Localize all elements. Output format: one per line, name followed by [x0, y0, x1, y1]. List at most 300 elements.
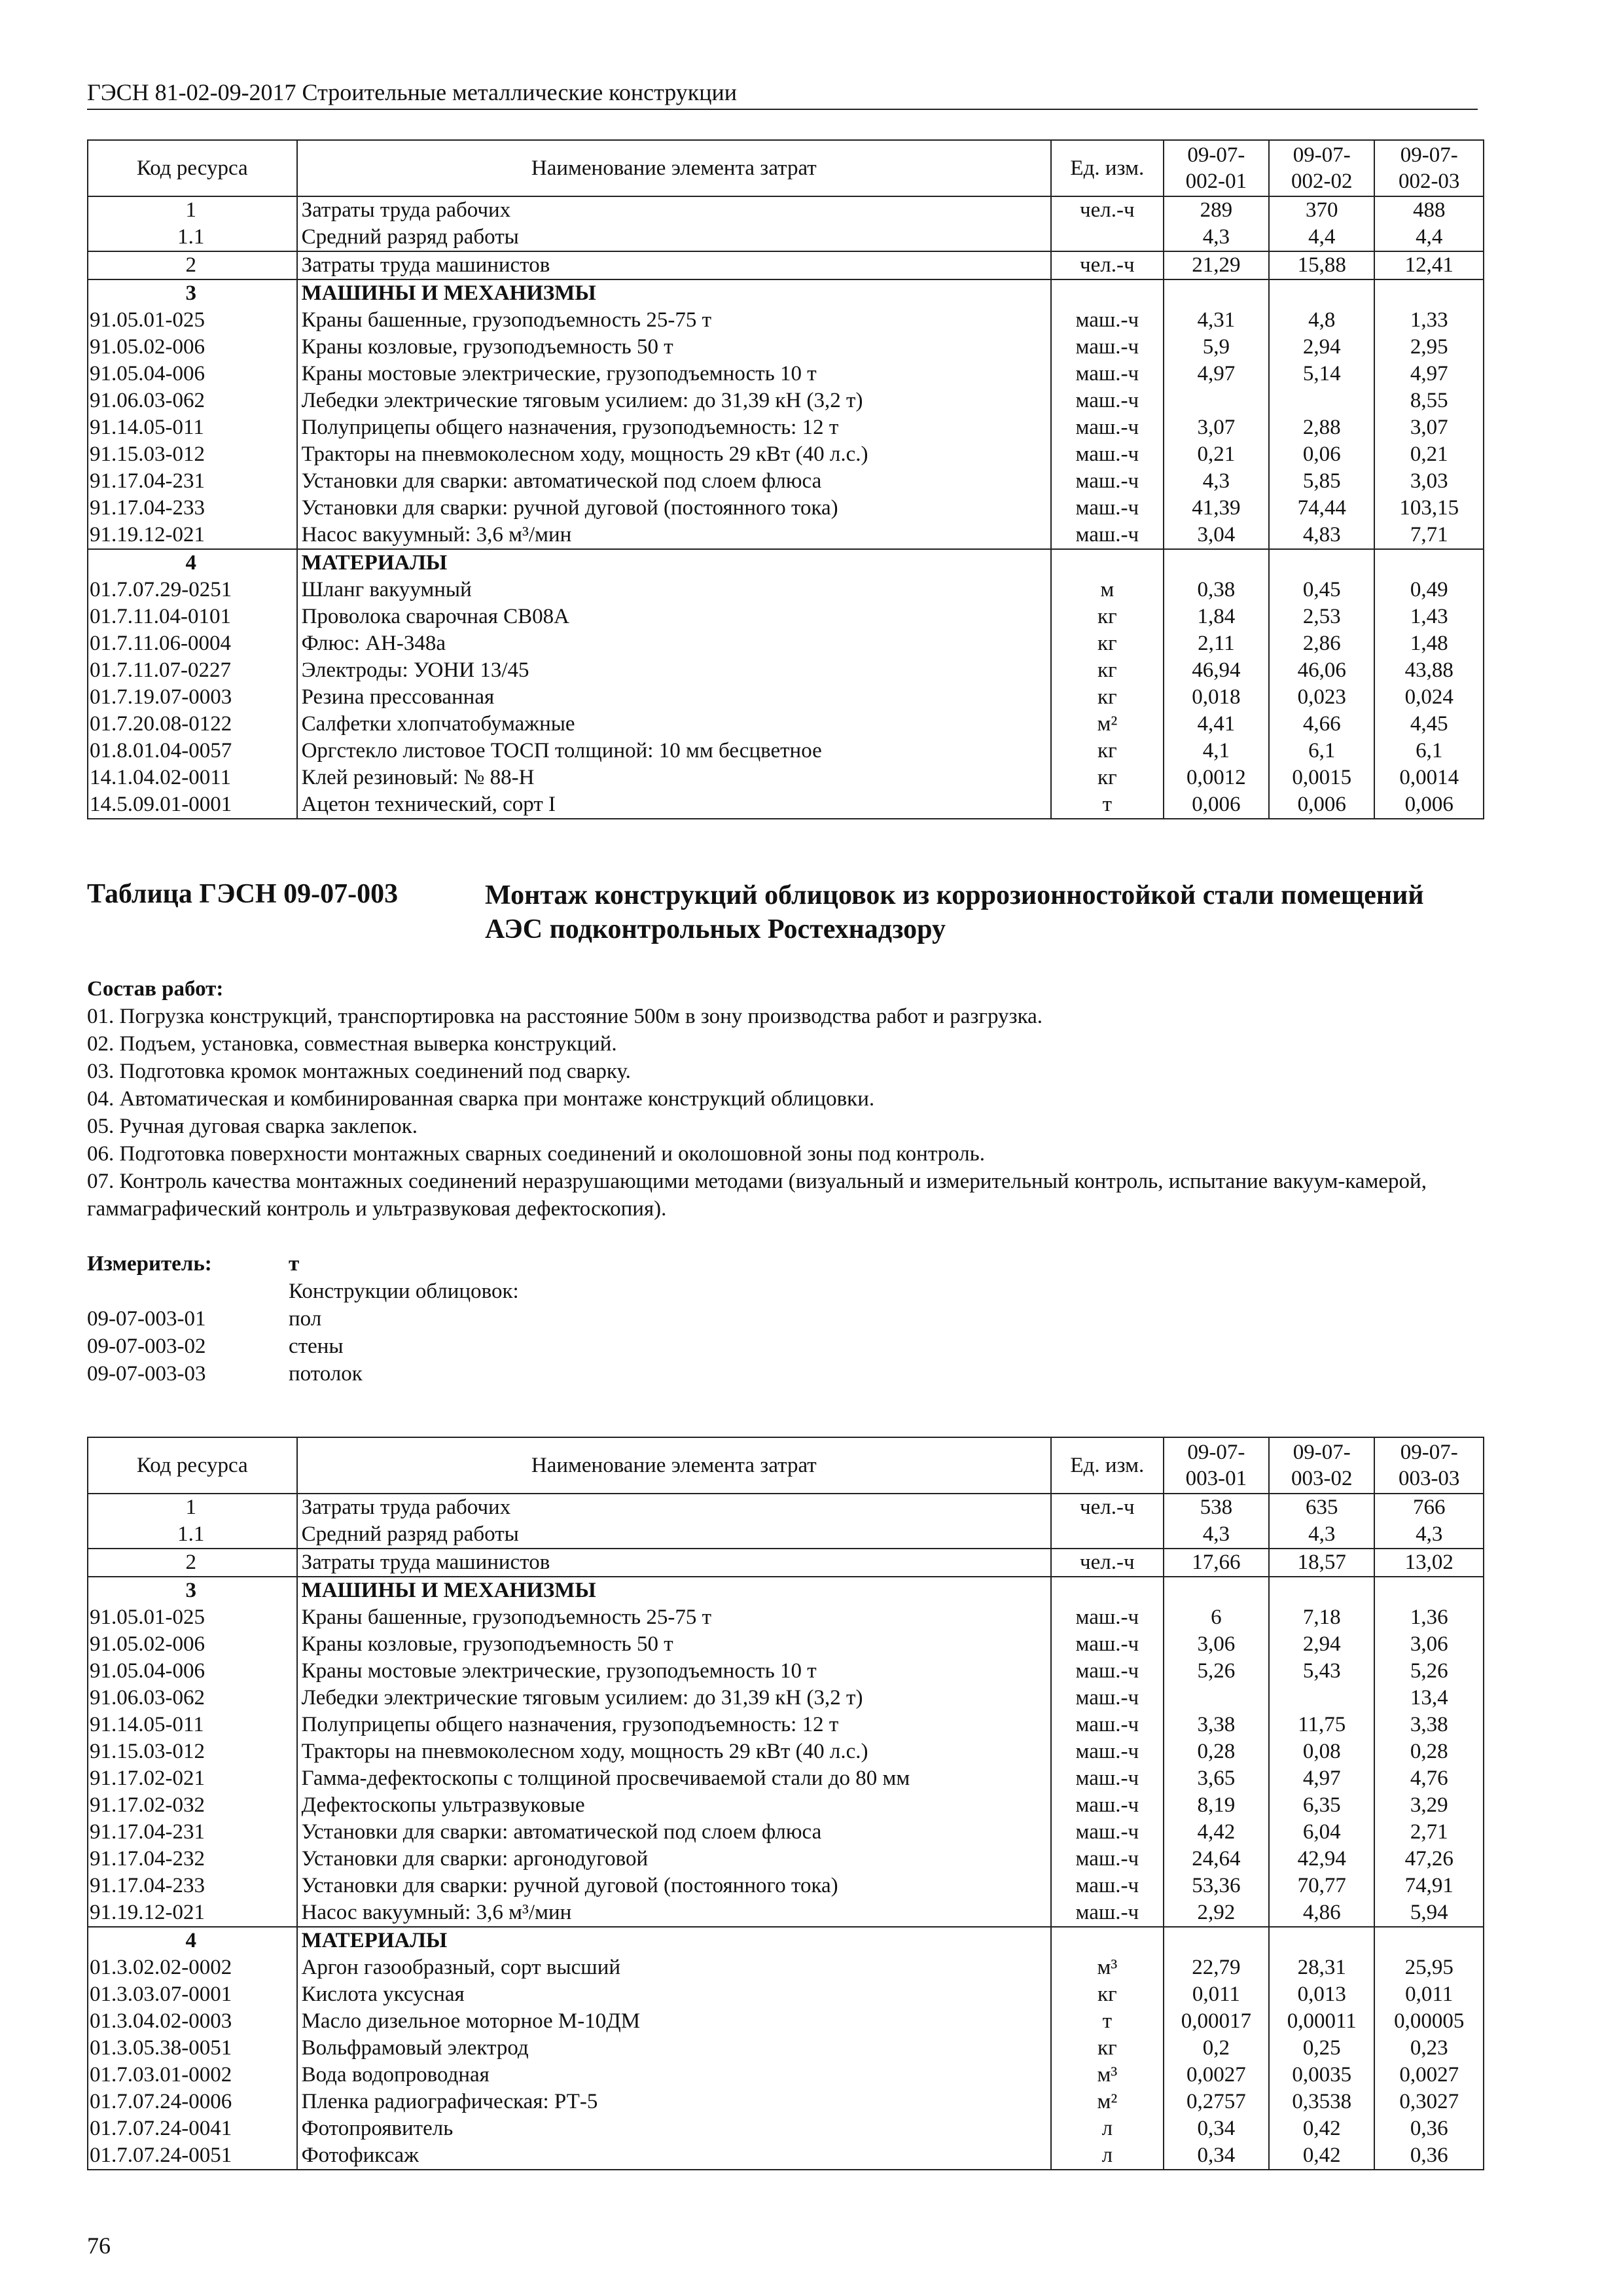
- cell-name: Полуприцепы общего назначения, грузоподъемность: 12 т: [297, 414, 1051, 441]
- cell-name: МАТЕРИАЛЫ: [297, 549, 1051, 577]
- table-row: [88, 549, 1484, 577]
- cell-value: 4,8: [1269, 307, 1374, 334]
- cell-value: 4,97: [1269, 1765, 1374, 1792]
- works-item: 04. Автоматическая и комбинированная сварка при монтаже конструкций облицовки.: [87, 1087, 875, 1111]
- table-row: [88, 711, 1484, 738]
- cell-value: 0,00017: [1164, 2008, 1269, 2035]
- cell-value: 4,3: [1164, 1521, 1269, 1549]
- cell-value: 0,23: [1374, 2035, 1484, 2062]
- cell-name: Насос вакуумный: 3,6 м³/мин: [297, 1899, 1051, 1927]
- cell-name: Вольфрамовый электрод: [297, 2035, 1051, 2062]
- table-row: [88, 1981, 1484, 2008]
- measure-name: потолок: [289, 1362, 363, 1386]
- cell-unit: л: [1051, 2142, 1164, 2170]
- col-header-norm-1: 09-07- 003-01: [1164, 1437, 1269, 1494]
- cell-value: 47,26: [1374, 1846, 1484, 1873]
- cell-name: Установки для сварки: автоматической под слоем флюса: [297, 468, 1051, 495]
- table-row: [88, 764, 1484, 791]
- cell-value: 4,4: [1269, 224, 1374, 251]
- cell-value: 6,1: [1269, 738, 1374, 764]
- cell-code: 91.05.02-006: [88, 334, 297, 361]
- cell-unit: маш.-ч: [1051, 1604, 1164, 1631]
- cell-value: 53,36: [1164, 1873, 1269, 1899]
- cell-value: 7,71: [1374, 522, 1484, 549]
- table-row: [88, 251, 1484, 279]
- table-row: [88, 441, 1484, 468]
- cell-unit: [1051, 1521, 1164, 1549]
- cell-value: 4,41: [1164, 711, 1269, 738]
- cell-value: 4,97: [1164, 361, 1269, 387]
- cell-value: [1269, 1577, 1374, 1604]
- resource-table-2: [87, 1437, 1484, 2170]
- cell-value: 0,28: [1164, 1738, 1269, 1765]
- cell-value: 41,39: [1164, 495, 1269, 522]
- cell-value: [1164, 549, 1269, 577]
- cell-code: 01.8.01.04-0057: [88, 738, 297, 764]
- cell-value: [1164, 1685, 1269, 1712]
- cell-code: 91.15.03-012: [88, 1738, 297, 1765]
- cell-unit: маш.-ч: [1051, 1792, 1164, 1819]
- cell-code: 14.1.04.02-0011: [88, 764, 297, 791]
- cell-value: 0,3027: [1374, 2089, 1484, 2115]
- cell-unit: кг: [1051, 764, 1164, 791]
- cell-value: 4,76: [1374, 1765, 1484, 1792]
- cell-value: 0,0027: [1164, 2062, 1269, 2089]
- cell-value: 488: [1374, 196, 1484, 224]
- cell-code: 01.7.20.08-0122: [88, 711, 297, 738]
- cell-unit: маш.-ч: [1051, 361, 1164, 387]
- cell-name: Краны мостовые электрические, грузоподъемность 10 т: [297, 361, 1051, 387]
- cell-unit: кг: [1051, 657, 1164, 684]
- cell-name: Салфетки хлопчатобумажные: [297, 711, 1051, 738]
- cell-name: МАШИНЫ И МЕХАНИЗМЫ: [297, 279, 1051, 307]
- cell-unit: маш.-ч: [1051, 1873, 1164, 1899]
- cell-name: Установки для сварки: аргонодуговой: [297, 1846, 1051, 1873]
- cell-value: 42,94: [1269, 1846, 1374, 1873]
- cell-value: 74,91: [1374, 1873, 1484, 1899]
- table-row: [88, 2008, 1484, 2035]
- table-row: [88, 1819, 1484, 1846]
- cell-code: 91.05.04-006: [88, 361, 297, 387]
- cell-value: 0,0014: [1374, 764, 1484, 791]
- cell-value: 0,21: [1164, 441, 1269, 468]
- measure-label: Измеритель:: [87, 1252, 212, 1276]
- cell-value: 2,11: [1164, 630, 1269, 657]
- cell-value: 7,18: [1269, 1604, 1374, 1631]
- cell-name: Фотофиксаж: [297, 2142, 1051, 2170]
- cell-unit: маш.-ч: [1051, 522, 1164, 549]
- table-row: [88, 1873, 1484, 1899]
- cell-code: 01.7.07.24-0051: [88, 2142, 297, 2170]
- cell-value: [1269, 1685, 1374, 1712]
- cell-value: 370: [1269, 196, 1374, 224]
- cell-name: Дефектоскопы ультразвуковые: [297, 1792, 1051, 1819]
- cell-value: 22,79: [1164, 1954, 1269, 1981]
- table-row: [88, 603, 1484, 630]
- cell-code: 01.7.07.29-0251: [88, 577, 297, 603]
- cell-value: 4,3: [1269, 1521, 1374, 1549]
- cell-unit: чел.-ч: [1051, 1549, 1164, 1577]
- cell-name: Электроды: УОНИ 13/45: [297, 657, 1051, 684]
- cell-unit: маш.-ч: [1051, 495, 1164, 522]
- table-row: [88, 1792, 1484, 1819]
- cell-unit: м³: [1051, 2062, 1164, 2089]
- cell-value: 1,48: [1374, 630, 1484, 657]
- cell-value: 0,36: [1374, 2115, 1484, 2142]
- cell-value: 0,49: [1374, 577, 1484, 603]
- cell-value: 0,018: [1164, 684, 1269, 711]
- cell-value: 5,9: [1164, 334, 1269, 361]
- cell-code: 1: [88, 1494, 297, 1521]
- cell-unit: чел.-ч: [1051, 1494, 1164, 1521]
- col-header-code: Код ресурса: [88, 140, 297, 196]
- cell-code: 91.14.05-011: [88, 414, 297, 441]
- cell-unit: м²: [1051, 711, 1164, 738]
- table-row: [88, 1765, 1484, 1792]
- table-row: [88, 2035, 1484, 2062]
- cell-value: 6,1: [1374, 738, 1484, 764]
- cell-unit: [1051, 1577, 1164, 1604]
- cell-unit: т: [1051, 2008, 1164, 2035]
- cell-value: 4,97: [1374, 361, 1484, 387]
- cell-value: 0,011: [1164, 1981, 1269, 2008]
- table-row: [88, 1899, 1484, 1927]
- cell-name: Резина прессованная: [297, 684, 1051, 711]
- table-row: [88, 684, 1484, 711]
- cell-unit: кг: [1051, 603, 1164, 630]
- cell-value: 0,36: [1374, 2142, 1484, 2170]
- cell-value: 3,04: [1164, 522, 1269, 549]
- cell-name: Краны козловые, грузоподъемность 50 т: [297, 1631, 1051, 1658]
- cell-value: 0,34: [1164, 2115, 1269, 2142]
- cell-value: 5,26: [1164, 1658, 1269, 1685]
- table-row: [88, 224, 1484, 251]
- cell-code: 91.17.02-021: [88, 1765, 297, 1792]
- table-header-row: [88, 1437, 1484, 1494]
- cell-code: 91.15.03-012: [88, 441, 297, 468]
- cell-code: 91.17.04-233: [88, 495, 297, 522]
- cell-value: 0,00011: [1269, 2008, 1374, 2035]
- works-item: 06. Подготовка поверхности монтажных сварных соединений и околошовной зоны под контроль.: [87, 1142, 985, 1166]
- cell-unit: маш.-ч: [1051, 1899, 1164, 1927]
- col-header-norm-2: 09-07- 003-02: [1269, 1437, 1374, 1494]
- table-row: [88, 279, 1484, 307]
- cell-value: 3,06: [1164, 1631, 1269, 1658]
- works-item: 05. Ручная дуговая сварка заклепок.: [87, 1115, 418, 1138]
- cell-value: 5,14: [1269, 361, 1374, 387]
- cell-value: 8,55: [1374, 387, 1484, 414]
- cell-name: Ацетон технический, сорт I: [297, 791, 1051, 819]
- works-item: 01. Погрузка конструкций, транспортировка на расстояние 500м в зону производства работ и разгрузка.: [87, 1005, 1043, 1028]
- cell-value: 0,00005: [1374, 2008, 1484, 2035]
- cell-code: 2: [88, 1549, 297, 1577]
- cell-value: 3,38: [1374, 1712, 1484, 1738]
- cell-name: Краны башенные, грузоподъемность 25-75 т: [297, 1604, 1051, 1631]
- col-header-norm-2: 09-07- 002-02: [1269, 140, 1374, 196]
- cell-value: 0,0035: [1269, 2062, 1374, 2089]
- cell-name: МАТЕРИАЛЫ: [297, 1927, 1051, 1954]
- page-number: 76: [87, 2233, 111, 2259]
- cell-code: 91.17.04-231: [88, 1819, 297, 1846]
- cell-code: 1.1: [88, 224, 297, 251]
- table-row: [88, 2062, 1484, 2089]
- cell-value: 0,024: [1374, 684, 1484, 711]
- table-row: [88, 1658, 1484, 1685]
- cell-value: [1164, 1927, 1269, 1954]
- measure-block: [87, 1250, 872, 1388]
- cell-code: 91.05.02-006: [88, 1631, 297, 1658]
- table-row: [88, 738, 1484, 764]
- cell-code: 1.1: [88, 1521, 297, 1549]
- cell-code: 3: [88, 1577, 297, 1604]
- cell-value: 4,45: [1374, 711, 1484, 738]
- cell-value: [1374, 549, 1484, 577]
- cell-value: 0,42: [1269, 2142, 1374, 2170]
- table-row: [88, 1712, 1484, 1738]
- cell-value: 46,06: [1269, 657, 1374, 684]
- resource-table-1: [87, 139, 1484, 819]
- cell-value: 4,31: [1164, 307, 1269, 334]
- cell-value: 4,4: [1374, 224, 1484, 251]
- table-row: [88, 2089, 1484, 2115]
- cell-value: 1,36: [1374, 1604, 1484, 1631]
- cell-code: 4: [88, 1927, 297, 1954]
- cell-value: 3,07: [1164, 414, 1269, 441]
- cell-unit: чел.-ч: [1051, 196, 1164, 224]
- cell-name: Установки для сварки: ручной дуговой (постоянного тока): [297, 495, 1051, 522]
- cell-value: 46,94: [1164, 657, 1269, 684]
- cell-value: 0,3538: [1269, 2089, 1374, 2115]
- cell-unit: маш.-ч: [1051, 1819, 1164, 1846]
- cell-name: Клей резиновый: № 88-Н: [297, 764, 1051, 791]
- cell-unit: [1051, 279, 1164, 307]
- table-row: [88, 522, 1484, 549]
- cell-name: Краны башенные, грузоподъемность 25-75 т: [297, 307, 1051, 334]
- cell-value: 0,38: [1164, 577, 1269, 603]
- cell-value: 13,4: [1374, 1685, 1484, 1712]
- cell-value: 0,2757: [1164, 2089, 1269, 2115]
- table-row: [88, 1494, 1484, 1521]
- table-row: [88, 307, 1484, 334]
- table-row: [88, 2115, 1484, 2142]
- cell-value: 2,94: [1269, 334, 1374, 361]
- cell-name: Затраты труда рабочих: [297, 196, 1051, 224]
- cell-value: 0,0012: [1164, 764, 1269, 791]
- cell-name: Проволока сварочная СВ08А: [297, 603, 1051, 630]
- cell-value: [1164, 279, 1269, 307]
- cell-value: 0,006: [1374, 791, 1484, 819]
- cell-value: [1164, 1577, 1269, 1604]
- table-row: [88, 1738, 1484, 1765]
- cell-value: 4,66: [1269, 711, 1374, 738]
- cell-name: Краны мостовые электрические, грузоподъемность 10 т: [297, 1658, 1051, 1685]
- table-row: [88, 468, 1484, 495]
- cell-value: 766: [1374, 1494, 1484, 1521]
- table-row: [88, 1954, 1484, 1981]
- cell-name: Затраты труда машинистов: [297, 251, 1051, 279]
- cell-value: 4,3: [1164, 468, 1269, 495]
- cell-unit: кг: [1051, 630, 1164, 657]
- works-item: 07. Контроль качества монтажных соединений неразрушающими методами (визуальный и измерительный контроль, испытание вакуум-камерой, гаммаграфический контроль и ультразвуковая дефектоскопия).: [87, 1170, 1427, 1221]
- cell-code: 91.17.04-233: [88, 1873, 297, 1899]
- cell-name: Шланг вакуумный: [297, 577, 1051, 603]
- cell-value: 3,29: [1374, 1792, 1484, 1819]
- cell-value: 2,92: [1164, 1899, 1269, 1927]
- cell-code: 91.06.03-062: [88, 387, 297, 414]
- cell-value: [1269, 1927, 1374, 1954]
- cell-unit: [1051, 1927, 1164, 1954]
- works-block: [87, 975, 1494, 1223]
- cell-value: 5,85: [1269, 468, 1374, 495]
- cell-value: 5,26: [1374, 1658, 1484, 1685]
- cell-code: 01.7.11.07-0227: [88, 657, 297, 684]
- cell-value: 4,83: [1269, 522, 1374, 549]
- cell-value: 0,28: [1374, 1738, 1484, 1765]
- measure-name: стены: [289, 1335, 344, 1358]
- cell-value: [1374, 279, 1484, 307]
- cell-unit: кг: [1051, 1981, 1164, 2008]
- cell-value: 1,84: [1164, 603, 1269, 630]
- measure-name: пол: [289, 1307, 322, 1331]
- col-header-norm-3: 09-07- 003-03: [1374, 1437, 1484, 1494]
- cell-value: 0,006: [1164, 791, 1269, 819]
- cell-code: 14.5.09.01-0001: [88, 791, 297, 819]
- cell-value: 0,45: [1269, 577, 1374, 603]
- cell-value: 2,88: [1269, 414, 1374, 441]
- works-item: 02. Подъем, установка, совместная выверка конструкций.: [87, 1032, 617, 1056]
- cell-value: 2,95: [1374, 334, 1484, 361]
- cell-code: 01.3.03.07-0001: [88, 1981, 297, 2008]
- cell-name: Затраты труда рабочих: [297, 1494, 1051, 1521]
- cell-value: 0,25: [1269, 2035, 1374, 2062]
- table-row: [88, 1521, 1484, 1549]
- table-title-text: Монтаж конструкций облицовок из коррозионностойкой стали помещений АЭС подконтрольных Ростехнадзору: [485, 880, 1424, 944]
- cell-code: 91.17.04-232: [88, 1846, 297, 1873]
- col-header-unit: Ед. изм.: [1051, 140, 1164, 196]
- cell-unit: кг: [1051, 684, 1164, 711]
- cell-value: 1,33: [1374, 307, 1484, 334]
- cell-name: Средний разряд работы: [297, 224, 1051, 251]
- cell-unit: м²: [1051, 2089, 1164, 2115]
- cell-name: Флюс: АН-348а: [297, 630, 1051, 657]
- cell-value: 4,42: [1164, 1819, 1269, 1846]
- cell-value: 0,08: [1269, 1738, 1374, 1765]
- measure-unit: т: [289, 1252, 300, 1276]
- measure-code: 09-07-003-03: [87, 1362, 206, 1386]
- cell-value: 6,04: [1269, 1819, 1374, 1846]
- cell-name: Установки для сварки: автоматической под слоем флюса: [297, 1819, 1051, 1846]
- cell-code: 91.17.04-231: [88, 468, 297, 495]
- cell-code: 2: [88, 251, 297, 279]
- cell-code: 01.7.11.06-0004: [88, 630, 297, 657]
- cell-value: 103,15: [1374, 495, 1484, 522]
- cell-unit: маш.-ч: [1051, 1738, 1164, 1765]
- cell-value: 12,41: [1374, 251, 1484, 279]
- cell-code: 01.3.04.02-0003: [88, 2008, 297, 2035]
- cell-value: 0,0015: [1269, 764, 1374, 791]
- cell-name: Аргон газообразный, сорт высший: [297, 1954, 1051, 1981]
- cell-unit: маш.-ч: [1051, 1685, 1164, 1712]
- cell-value: 74,44: [1269, 495, 1374, 522]
- cell-code: 91.19.12-021: [88, 1899, 297, 1927]
- cell-value: 5,94: [1374, 1899, 1484, 1927]
- cell-value: 3,06: [1374, 1631, 1484, 1658]
- table-row: [88, 414, 1484, 441]
- cell-value: 0,0027: [1374, 2062, 1484, 2089]
- cell-code: 3: [88, 279, 297, 307]
- cell-value: 70,77: [1269, 1873, 1374, 1899]
- table-row: [88, 791, 1484, 819]
- cell-name: Насос вакуумный: 3,6 м³/мин: [297, 522, 1051, 549]
- cell-code: 01.7.03.01-0002: [88, 2062, 297, 2089]
- cell-unit: маш.-ч: [1051, 307, 1164, 334]
- cell-unit: маш.-ч: [1051, 1658, 1164, 1685]
- cell-unit: маш.-ч: [1051, 441, 1164, 468]
- cell-value: 18,57: [1269, 1549, 1374, 1577]
- col-header-code: Код ресурса: [88, 1437, 297, 1494]
- table-row: [88, 1631, 1484, 1658]
- cell-unit: т: [1051, 791, 1164, 819]
- cell-unit: маш.-ч: [1051, 1846, 1164, 1873]
- cell-name: Гамма-дефектоскопы с толщиной просвечиваемой стали до 80 мм: [297, 1765, 1051, 1792]
- cell-value: 4,3: [1374, 1521, 1484, 1549]
- cell-value: 3,03: [1374, 468, 1484, 495]
- measure-group: Конструкции облицовок:: [289, 1280, 519, 1303]
- cell-value: 0,006: [1269, 791, 1374, 819]
- cell-unit: маш.-ч: [1051, 468, 1164, 495]
- table-row: [88, 1927, 1484, 1954]
- cell-value: 25,95: [1374, 1954, 1484, 1981]
- cell-value: 13,02: [1374, 1549, 1484, 1577]
- table-row: [88, 1846, 1484, 1873]
- cell-value: 4,86: [1269, 1899, 1374, 1927]
- cell-value: 11,75: [1269, 1712, 1374, 1738]
- cell-unit: маш.-ч: [1051, 1631, 1164, 1658]
- cell-value: 0,013: [1269, 1981, 1374, 2008]
- table-row: [88, 361, 1484, 387]
- cell-code: 91.17.02-032: [88, 1792, 297, 1819]
- cell-value: 2,94: [1269, 1631, 1374, 1658]
- cell-value: 538: [1164, 1494, 1269, 1521]
- cell-name: Оргстекло листовое ТОСП толщиной: 10 мм бесцветное: [297, 738, 1051, 764]
- table-row: [88, 1604, 1484, 1631]
- cell-name: Лебедки электрические тяговым усилием: до 31,39 кН (3,2 т): [297, 387, 1051, 414]
- cell-unit: маш.-ч: [1051, 414, 1164, 441]
- table-title-label: Таблица ГЭСН 09-07-003: [87, 879, 399, 909]
- table-row: [88, 196, 1484, 224]
- cell-name: Затраты труда машинистов: [297, 1549, 1051, 1577]
- cell-value: 2,86: [1269, 630, 1374, 657]
- cell-value: 21,29: [1164, 251, 1269, 279]
- cell-value: 0,011: [1374, 1981, 1484, 2008]
- cell-unit: чел.-ч: [1051, 251, 1164, 279]
- cell-name: Фотопроявитель: [297, 2115, 1051, 2142]
- cell-value: 289: [1164, 196, 1269, 224]
- table-row: [88, 387, 1484, 414]
- measure-code: 09-07-003-01: [87, 1307, 206, 1331]
- cell-value: [1269, 549, 1374, 577]
- cell-value: 5,43: [1269, 1658, 1374, 1685]
- cell-code: 91.05.01-025: [88, 1604, 297, 1631]
- table-row: [88, 657, 1484, 684]
- cell-code: 91.14.05-011: [88, 1712, 297, 1738]
- cell-code: 01.7.07.24-0006: [88, 2089, 297, 2115]
- cell-code: 01.7.07.24-0041: [88, 2115, 297, 2142]
- cell-value: 6: [1164, 1604, 1269, 1631]
- cell-unit: кг: [1051, 2035, 1164, 2062]
- cell-unit: маш.-ч: [1051, 334, 1164, 361]
- cell-name: Лебедки электрические тяговым усилием: до 31,39 кН (3,2 т): [297, 1685, 1051, 1712]
